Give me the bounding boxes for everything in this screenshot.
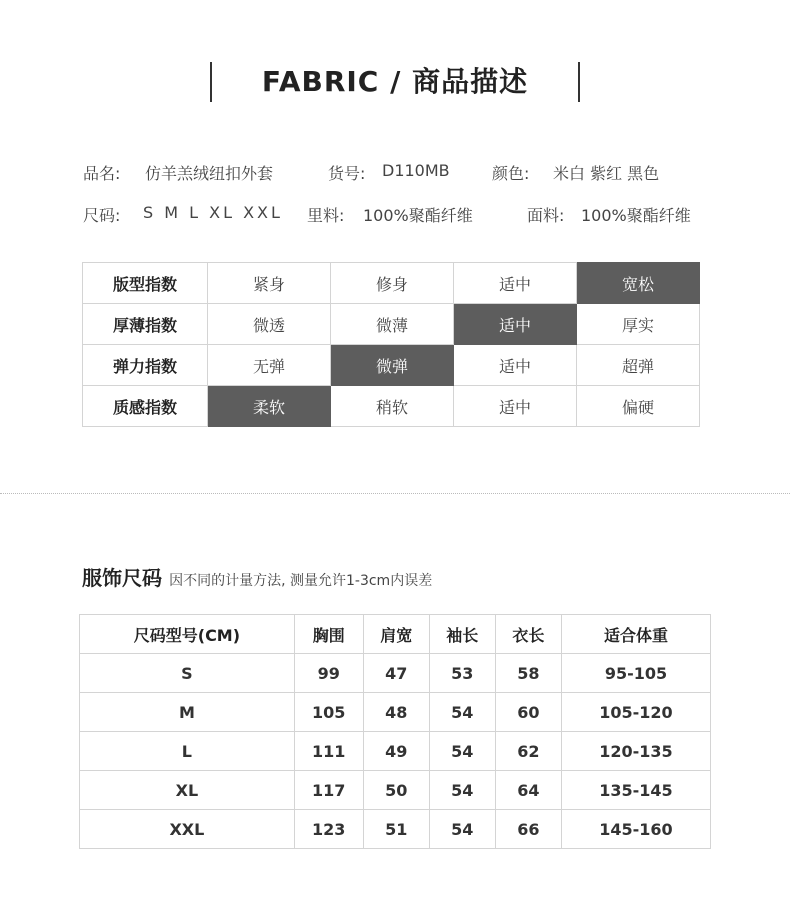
size-table-cell: 50 [363,771,429,810]
size-table-cell: 145-160 [561,810,710,849]
size-label: 尺码: [83,206,121,225]
size-table-header-cell: 胸围 [294,615,363,654]
size-table-header-row [80,615,711,654]
index-option: 适中 [453,386,576,427]
size-table-cell: 60 [495,693,561,732]
index-option: 微透 [207,304,330,345]
size-table-cell: 123 [294,810,363,849]
fabric-index-table [82,262,700,427]
size-table-header-cell: 肩宽 [363,615,429,654]
size-table-cell: S [80,654,295,693]
size-table-cell: 51 [363,810,429,849]
size-table-cell: 54 [429,732,495,771]
index-option: 稍软 [330,386,453,427]
index-option: 偏硬 [576,386,699,427]
size-table-cell: 120-135 [561,732,710,771]
size-table-cell: XL [80,771,295,810]
index-option: 适中 [453,345,576,386]
index-option-selected: 柔软 [207,386,330,427]
fabric-title-block [0,62,790,102]
product-name-value: 仿羊羔绒纽扣外套 [145,164,274,183]
index-row-label: 弹力指数 [83,345,208,386]
sku-label: 货号: [328,164,366,183]
size-chart-table [79,614,711,849]
product-name-label: 品名: [83,164,121,183]
size-table-cell: 135-145 [561,771,710,810]
size-table-header-cell: 袖长 [429,615,495,654]
index-row [83,263,700,304]
size-table-cell: XXL [80,810,295,849]
index-row-label: 厚薄指数 [83,304,208,345]
index-option: 厚实 [576,304,699,345]
index-row-label: 质感指数 [83,386,208,427]
index-row [83,386,700,427]
size-section-note: 因不同的计量方法, 测量允许1-3cm内误差 [169,573,433,589]
index-option: 修身 [330,263,453,304]
section-divider [0,493,790,494]
size-table-row [80,810,711,849]
size-table-cell: 66 [495,810,561,849]
index-option: 紧身 [207,263,330,304]
size-table-cell: 117 [294,771,363,810]
lining-value: 100%聚酯纤维 [363,206,473,225]
shell-value: 100%聚酯纤维 [581,206,691,225]
size-table-cell: M [80,693,295,732]
size-table-cell: 53 [429,654,495,693]
color-value: 米白 紫红 黑色 [553,164,660,183]
index-option: 无弹 [207,345,330,386]
index-row [83,304,700,345]
size-section-title: 服饰尺码 [82,566,162,590]
size-table-header-cell: 衣长 [495,615,561,654]
color-label: 颜色: [492,164,530,183]
size-table-cell: 62 [495,732,561,771]
title-right-bar [578,62,580,102]
sku-value: D110MB [382,161,450,180]
size-table-cell: 54 [429,771,495,810]
size-table-cell: 48 [363,693,429,732]
size-table-row [80,693,711,732]
size-table-row [80,771,711,810]
size-table-row [80,732,711,771]
size-table-cell: 105-120 [561,693,710,732]
size-table-cell: 111 [294,732,363,771]
size-section-heading [82,562,432,591]
shell-label: 面料: [527,206,565,225]
index-option-selected: 微弹 [330,345,453,386]
size-table-cell: 47 [363,654,429,693]
size-table-cell: 54 [429,810,495,849]
size-table-header-cell: 尺码型号(CM) [80,615,295,654]
size-table-cell: 95-105 [561,654,710,693]
size-table-cell: 64 [495,771,561,810]
lining-label: 里料: [307,206,345,225]
index-option-selected: 宽松 [576,263,699,304]
size-table-cell: 58 [495,654,561,693]
size-table-cell: 99 [294,654,363,693]
index-row [83,345,700,386]
index-row-label: 版型指数 [83,263,208,304]
size-value: S M L XL XXL [143,203,283,222]
index-option: 适中 [453,263,576,304]
size-table-cell: L [80,732,295,771]
page-title: FABRIC / 商品描述 [261,65,529,98]
index-option: 微薄 [330,304,453,345]
size-table-row [80,654,711,693]
index-option-selected: 适中 [453,304,576,345]
size-table-cell: 49 [363,732,429,771]
size-table-header-cell: 适合体重 [561,615,710,654]
size-table-cell: 54 [429,693,495,732]
index-option: 超弹 [576,345,699,386]
size-table-cell: 105 [294,693,363,732]
